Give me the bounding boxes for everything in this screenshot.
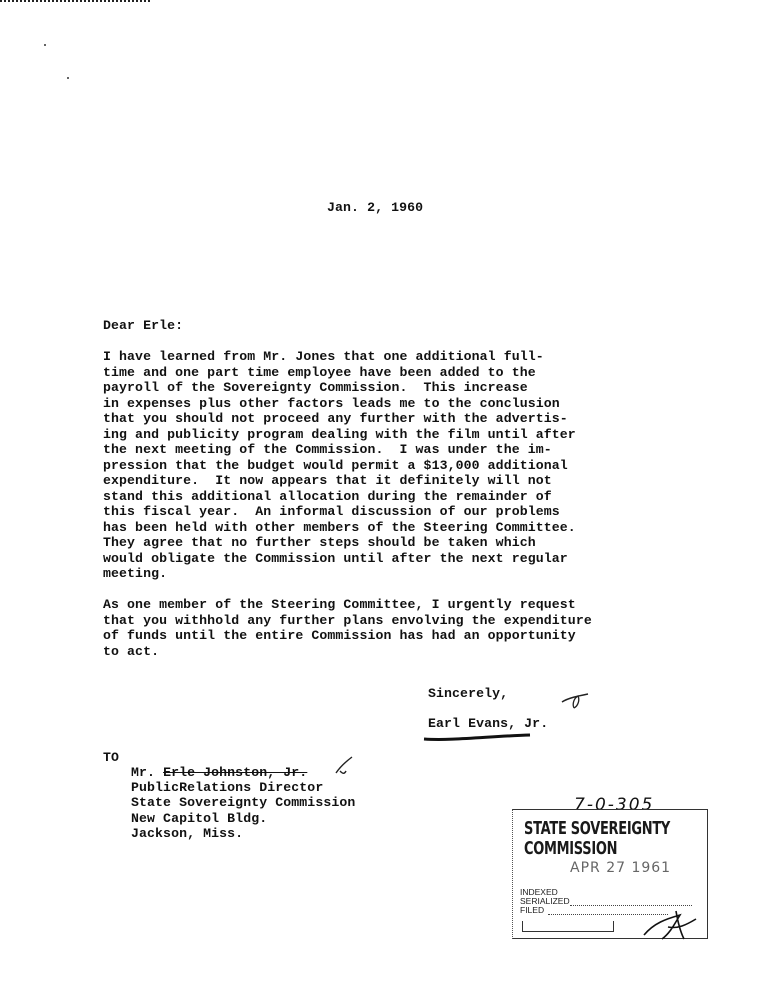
text-line: expenditure. It now appears that it definitely will not: [103, 473, 552, 488]
text-line: that you should not proceed any further with the advertis-: [103, 411, 568, 426]
scan-edge: [0, 0, 150, 4]
recipient-name: Erle Johnston, Jr.: [163, 765, 308, 780]
scan-speck: [67, 77, 69, 79]
text-line: that you withhold any further plans envolving the expenditure: [103, 612, 592, 628]
body-paragraph-2: [103, 597, 703, 659]
body-paragraph-1: [103, 349, 703, 582]
handwritten-initials-icon: [640, 905, 700, 943]
text-line: meeting.: [103, 566, 168, 581]
text-line: stand this additional allocation during the remainder of: [103, 488, 552, 504]
closing: Sincerely,: [428, 686, 509, 701]
salutation: Dear Erle:: [103, 318, 184, 333]
text-line: this fiscal year. An informal discussion of our problems: [103, 504, 560, 519]
stamp-title: STATE SOVEREIGNTY COMMISSION: [524, 819, 671, 860]
letter-date: Jan. 2, 1960: [327, 200, 424, 215]
text-line: time and one part time employee have been added to the: [103, 364, 536, 380]
text-line: payroll of the Sovereignty Commission. This increase: [103, 380, 528, 395]
text-line: I have learned from Mr. Jones that one additional full-: [103, 349, 544, 364]
stamp-inner-box: [522, 921, 614, 932]
text-line: of funds until the entire Commission has had an opportunity: [103, 628, 576, 643]
text-line: the next meeting of the Commission. I was under the im-: [103, 442, 552, 457]
recipient-name-line: [131, 765, 355, 780]
text-line: to act.: [103, 643, 160, 659]
address-line: Jackson, Miss.: [131, 825, 244, 841]
address-line: PublicRelations Director: [131, 780, 324, 796]
signature-underline: [422, 733, 534, 743]
text-line: would obligate the Commission until after the next regular: [103, 550, 568, 566]
handwritten-check-mark: [334, 755, 356, 777]
handwritten-initial-mark: [560, 688, 590, 712]
file-number: 7-0-305: [574, 795, 655, 815]
stamp-field-serialized: SERIALIZED: [520, 896, 570, 906]
signer-name: Earl Evans, Jr.: [428, 716, 549, 731]
stamp-field-indexed: INDEXED: [520, 887, 558, 897]
to-label: TO: [103, 750, 120, 765]
filing-stamp: [512, 795, 708, 945]
recipient-address: [131, 765, 355, 841]
stamp-date: APR 27 1961: [570, 860, 672, 876]
scan-speck: [44, 44, 46, 46]
text-line: ing and publicity program dealing with the film until after: [103, 426, 576, 442]
text-line: has been held with other members of the Steering Committee.: [103, 519, 576, 535]
text-line: in expenses plus other factors leads me to the conclusion: [103, 395, 560, 411]
address-line: New Capitol Bldg.: [131, 810, 268, 826]
stamp-field-filed: FILED: [520, 905, 545, 915]
text-line: As one member of the Steering Committee, I urgently request: [103, 597, 576, 612]
address-line: State Sovereignty Commission: [131, 795, 356, 811]
text-line: pression that the budget would permit a $13,000 additional: [103, 457, 568, 473]
text-line: They agree that no further steps should be taken which: [103, 535, 536, 550]
name-prefix: Mr.: [131, 765, 164, 780]
